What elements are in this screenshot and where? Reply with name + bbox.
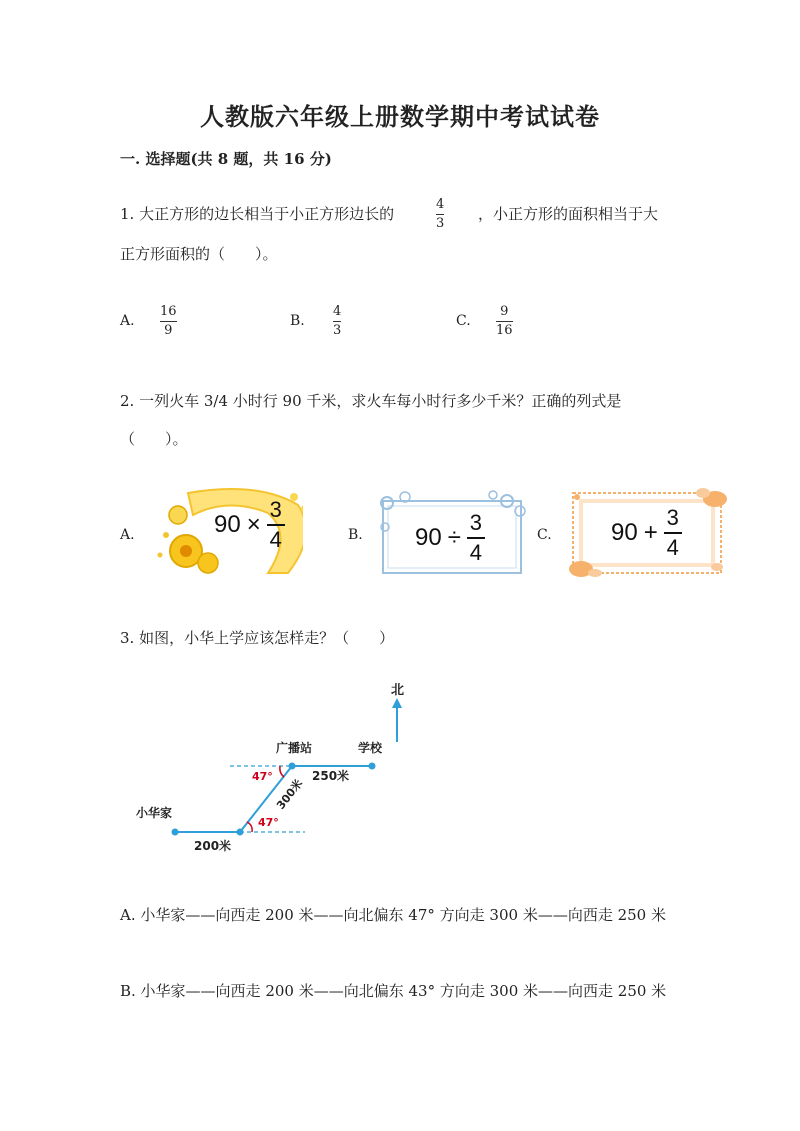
q2-option-a-card[interactable] [148, 485, 303, 577]
q2-option-b-op: ÷ [447, 524, 461, 551]
q1-option-a-label[interactable]: A. [120, 313, 135, 329]
q2-option-b-label[interactable]: B. [348, 527, 363, 543]
q2-option-b-card[interactable] [375, 487, 530, 579]
point-station [289, 763, 296, 770]
q2-option-b-expression [415, 512, 485, 564]
q1-line1-post: ，小正方形的面积相当于大 [478, 205, 659, 223]
q2-option-a-lhs: 90 [214, 511, 241, 538]
q3-option-b[interactable]: B. 小华家——向西走 200 米——向北偏东 43° 方向走 300 米——向西走 250 米 [120, 982, 667, 1000]
q2-option-c-num: 3 [666, 505, 679, 530]
q1-option-b-num: 4 [333, 304, 342, 319]
q2-option-a-den: 4 [269, 527, 282, 552]
north-arrow-icon [392, 698, 402, 708]
q2-option-b-den: 4 [469, 540, 482, 565]
school-label: 学校 [358, 741, 383, 755]
q1-option-a-fraction[interactable] [160, 305, 177, 338]
point-turn [237, 829, 244, 836]
q1-option-b-den: 3 [333, 323, 342, 338]
distance-diagonal-label: 300米 [274, 777, 306, 812]
q2-option-a-op: × [246, 511, 261, 538]
q1-option-c-den: 16 [496, 323, 513, 338]
route-diagram [130, 680, 430, 860]
q2-option-c-expression [611, 507, 682, 559]
q2-option-c-label[interactable]: C. [537, 527, 552, 543]
distance-home-label: 200米 [194, 839, 232, 853]
q1-option-c-label[interactable]: C. [456, 313, 471, 329]
q2-line2: （ ）。 [120, 430, 188, 448]
q3-line1: 3. 如图，小华上学应该怎样走？（ ） [120, 629, 395, 647]
q2-option-a-num: 3 [269, 497, 282, 522]
station-label: 广播站 [276, 741, 313, 755]
q2-option-b-lhs: 90 [415, 524, 442, 551]
point-school [369, 763, 376, 770]
q2-line1: 2. 一列火车 3/4 小时行 90 千米，求火车每小时行多少千米？正确的列式是 [120, 392, 622, 410]
q1-fraction-num: 4 [436, 197, 445, 212]
q2-option-a-fraction [267, 499, 285, 551]
q2-option-c-lhs: 90 [611, 519, 638, 546]
q2-option-c-card[interactable] [567, 485, 727, 577]
q1-line1-pre: 1. 大正方形的边长相当于小正方形边长的 [120, 205, 395, 223]
q3-option-a[interactable]: A. 小华家——向西走 200 米——向北偏东 47° 方向走 300 米——向西走 250 米 [120, 906, 666, 924]
q2-option-c-den: 4 [666, 535, 679, 560]
q1-option-a-num: 16 [160, 304, 177, 319]
q2-option-b-num: 3 [469, 510, 482, 535]
north-label: 北 [391, 683, 405, 698]
point-home [172, 829, 179, 836]
q1-option-b-label[interactable]: B. [290, 313, 305, 329]
q1-option-b-fraction[interactable] [333, 305, 341, 338]
q1-line2: 正方形面积的（ ）。 [120, 245, 278, 263]
q1-option-a-den: 9 [164, 323, 173, 338]
distance-school-label: 250米 [312, 769, 350, 783]
q1-option-c-fraction[interactable] [496, 305, 513, 338]
q2-option-a-label[interactable]: A. [120, 527, 135, 543]
section-heading: 一. 选择题(共 8 题，共 16 分) [120, 150, 332, 168]
angle-bottom-label: 47° [258, 816, 279, 829]
q1-fraction [436, 198, 444, 231]
q1-fraction-den: 3 [436, 216, 445, 231]
q1-option-c-num: 9 [500, 304, 509, 319]
angle-top-label: 47° [252, 770, 273, 783]
q2-option-c-fraction [664, 507, 682, 559]
q2-option-b-fraction [467, 512, 485, 564]
q2-option-a-expression [214, 499, 285, 551]
q2-option-c-op: + [643, 519, 658, 546]
home-label: 小华家 [136, 806, 173, 820]
page-title: 人教版六年级上册数学期中考试试卷 [200, 102, 600, 131]
